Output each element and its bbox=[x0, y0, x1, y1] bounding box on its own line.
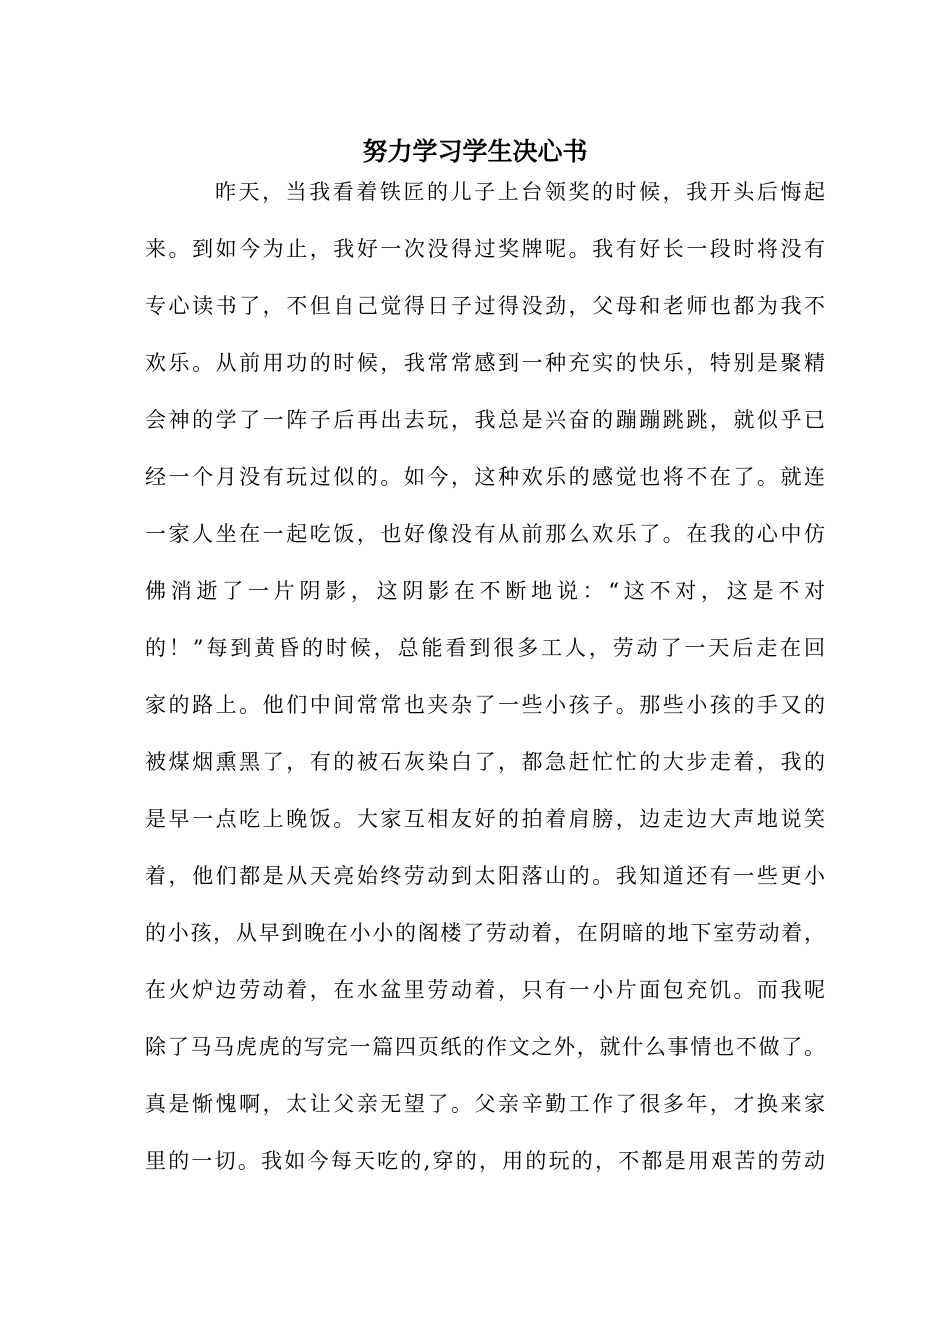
paragraph-line: 的小孩，从早到晚在小小的阁楼了劳动着，在阴暗的地下室劳动着， bbox=[145, 921, 825, 945]
document-title: 努力学习学生决心书 bbox=[362, 137, 588, 166]
paragraph-line: 经一个月没有玩过似的。如今，这种欢乐的感觉也将不在了。就连 bbox=[145, 465, 825, 489]
paragraph-line: 一家人坐在一起吃饭，也好像没有从前那么欢乐了。在我的心中仿 bbox=[145, 522, 825, 546]
paragraph-line: 里的一切。我如今每天吃的,穿的，用的玩的，不都是用艰苦的劳动 bbox=[145, 1149, 825, 1173]
paragraph-line: 会神的学了一阵子后再出去玩，我总是兴奋的蹦蹦跳跳，就似乎已 bbox=[145, 408, 825, 432]
paragraph-line: 昨天，当我看着铁匠的儿子上台领奖的时候，我开头后悔起 bbox=[215, 180, 825, 204]
paragraph-line: 是早一点吃上晚饭。大家互相友好的拍着肩膀，边走边大声地说笑 bbox=[145, 807, 825, 831]
paragraph-line: 被煤烟熏黑了，有的被石灰染白了，都急赶忙忙的大步走着，我的 bbox=[145, 750, 825, 774]
paragraph-line: 佛消逝了一片阴影，这阴影在不断地说：“这不对，这是不对 bbox=[145, 579, 825, 603]
paragraph-line: 真是惭愧啊，太让父亲无望了。父亲辛勤工作了很多年，才换来家 bbox=[145, 1092, 825, 1116]
paragraph-line: 除了马马虎虎的写完一篇四页纸的作文之外，就什么事情也不做了。 bbox=[145, 1035, 825, 1059]
paragraph-line: 在火炉边劳动着，在水盆里劳动着，只有一小片面包充饥。而我呢 bbox=[145, 978, 825, 1002]
paragraph-line: 家的路上。他们中间常常也夹杂了一些小孩子。那些小孩的手又的 bbox=[145, 693, 825, 717]
paragraph-line: 来。到如今为止，我好一次没得过奖牌呢。我有好长一段时将没有 bbox=[145, 237, 825, 261]
paragraph-line: 着，他们都是从天亮始终劳动到太阳落山的。我知道还有一些更小 bbox=[145, 864, 825, 888]
paragraph-line: 欢乐。从前用功的时候，我常常感到一种充实的快乐，特别是聚精 bbox=[145, 351, 825, 375]
paragraph-line: 的！”每到黄昏的时候，总能看到很多工人，劳动了一天后走在回 bbox=[145, 636, 825, 660]
paragraph-line: 专心读书了，不但自己觉得日子过得没劲，父母和老师也都为我不 bbox=[145, 294, 825, 318]
